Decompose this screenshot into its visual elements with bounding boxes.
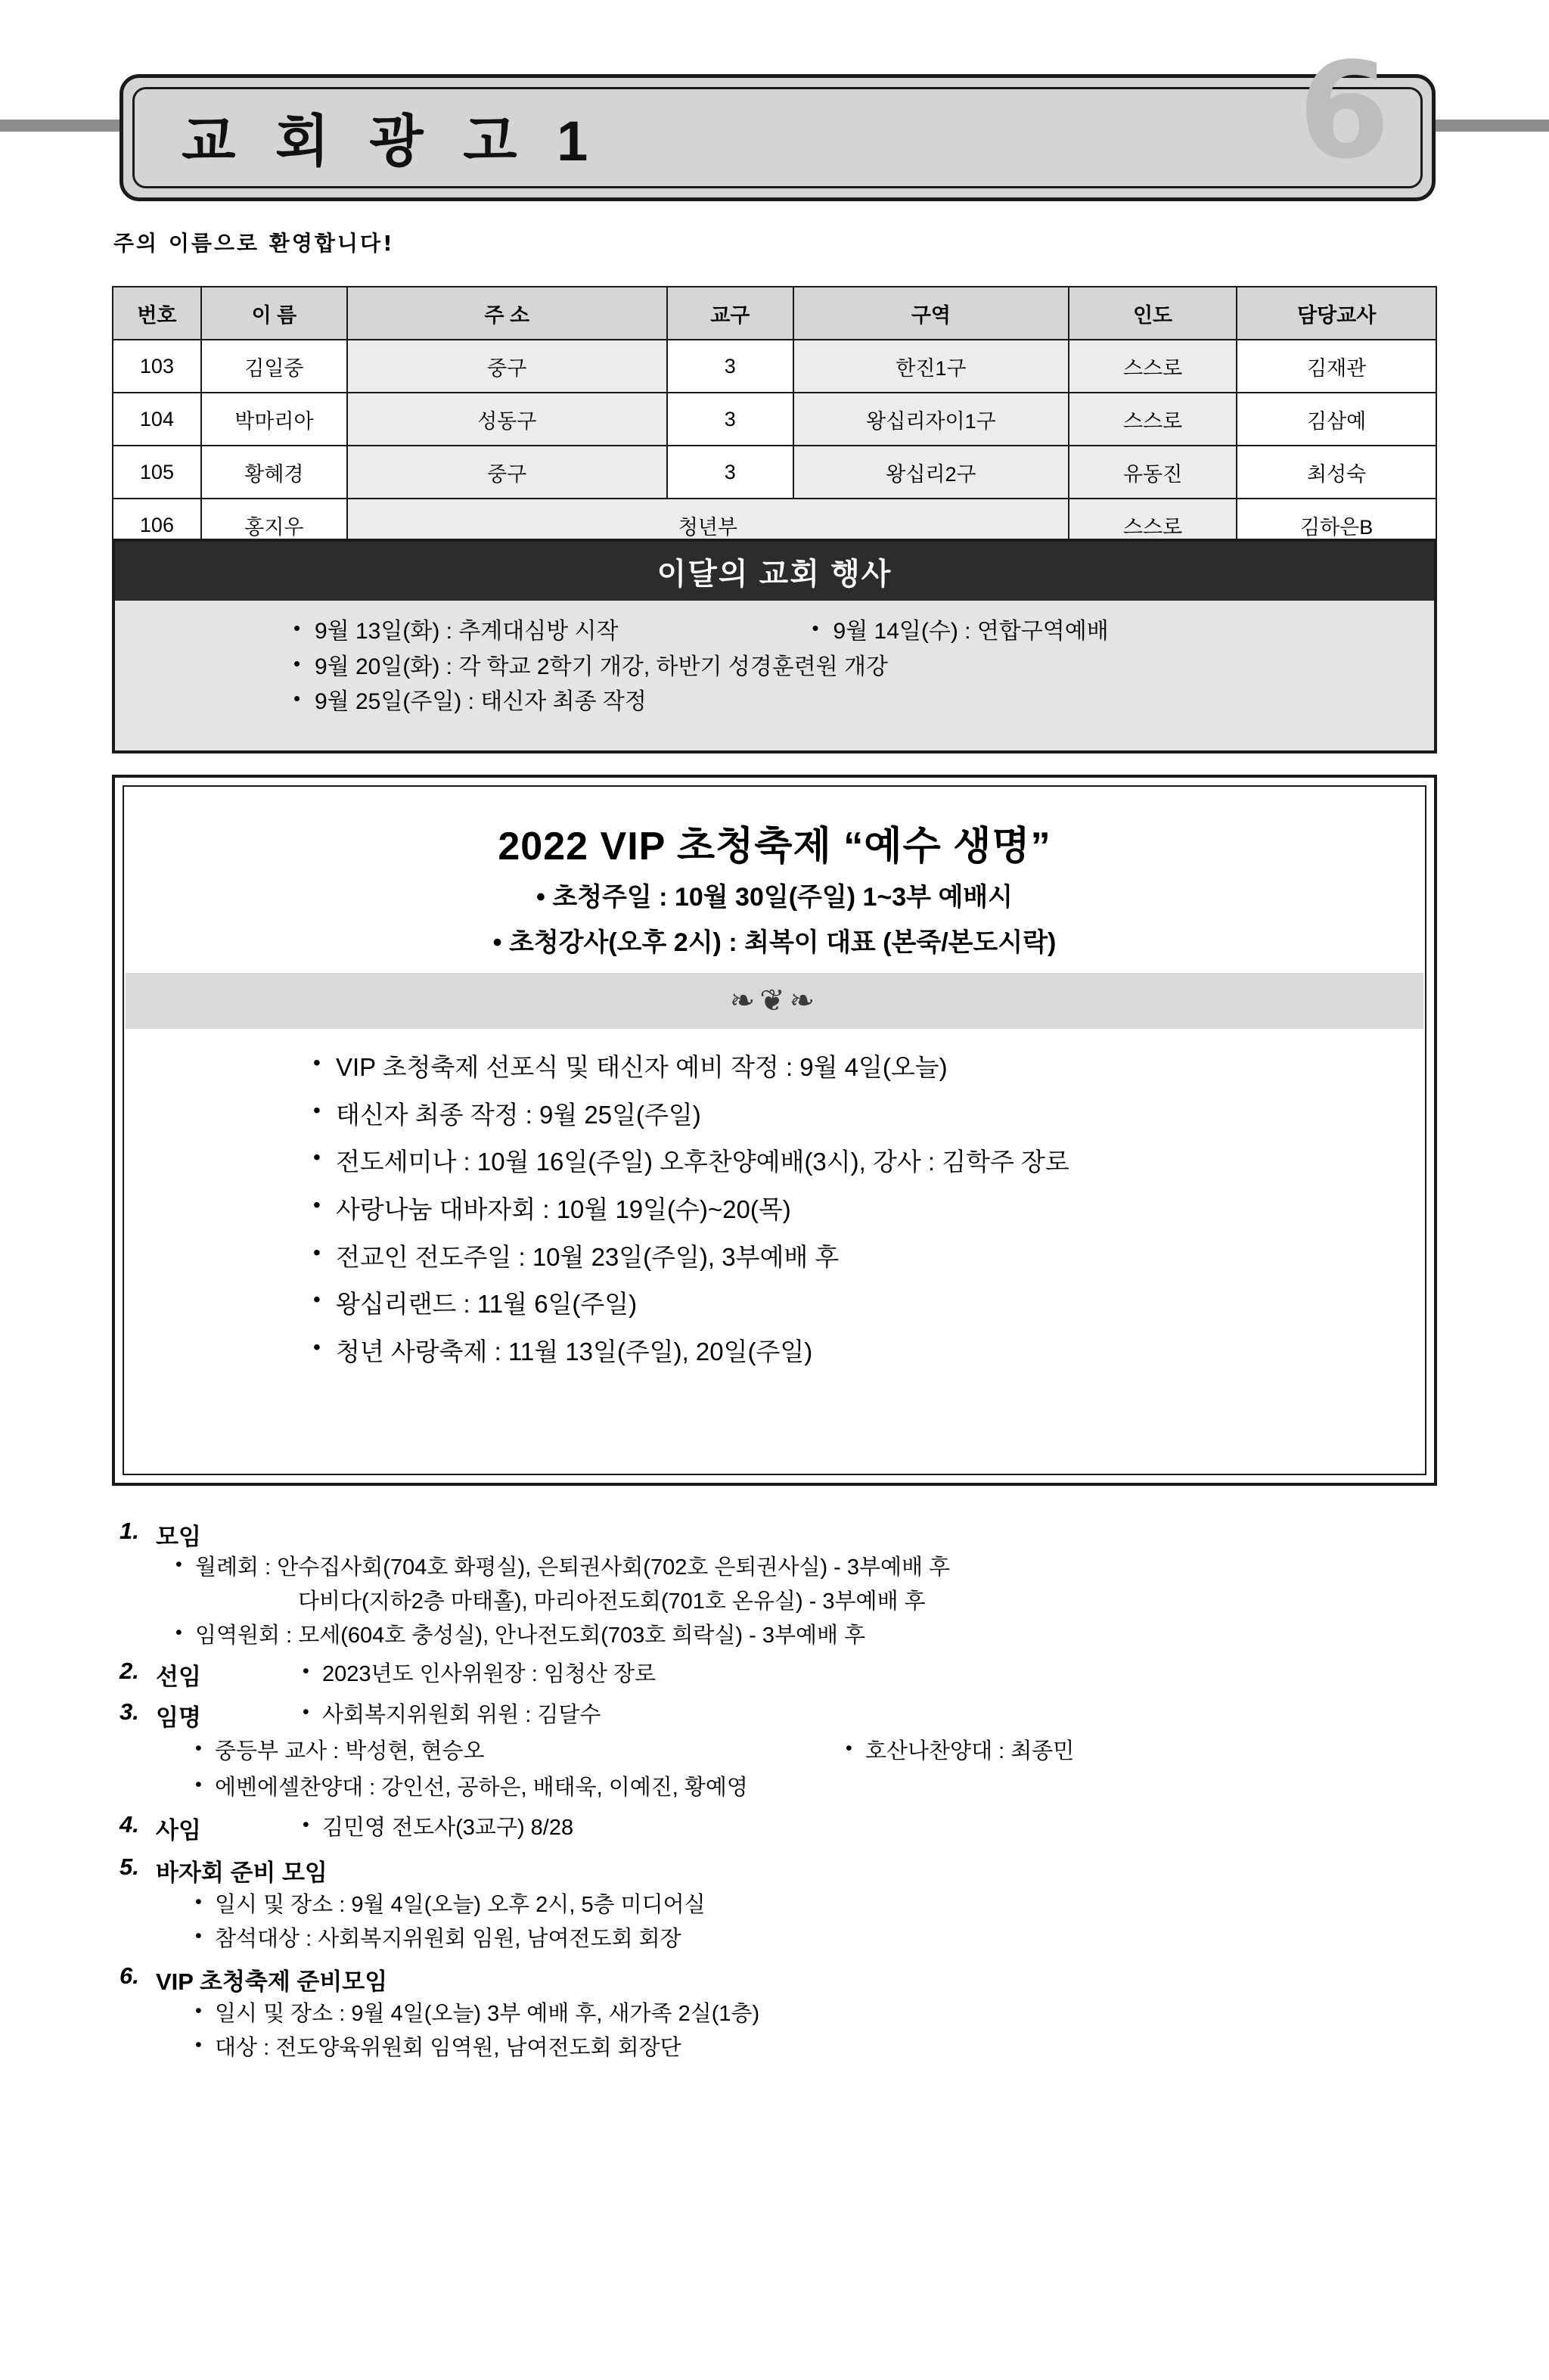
col-header-lead: 인도 bbox=[1069, 287, 1237, 340]
list-item: • 사랑나눔 대바자회 : 10월 19일(수)~20(목) bbox=[313, 1186, 1404, 1234]
cell-district: 3 bbox=[667, 446, 794, 499]
section-line: • 월례회 : 안수집사회(704호 화평실), 은퇴권사회(702호 은퇴권사실) - 3부예배 후 bbox=[165, 1551, 1458, 1585]
event-item: • 9월 25일(주일) : 태신자 최종 작정 bbox=[289, 685, 647, 720]
cell-no: 104 bbox=[113, 393, 201, 446]
col-header-area: 구역 bbox=[793, 287, 1069, 340]
event-row bbox=[115, 614, 1434, 650]
section-line: • 참석대상 : 사회복지위원회 임원, 남여전도회 회장 bbox=[185, 1922, 1458, 1956]
list-item: • 태신자 최종 작정 : 9월 25일(주일) bbox=[313, 1092, 1404, 1139]
list-item: • 전도세미나 : 10월 16일(주일) 오후찬양예배(3시), 강사 : 김학주 장로 bbox=[313, 1139, 1404, 1186]
section-title: 임명 bbox=[156, 1704, 201, 1731]
cell-teacher: 김하은B bbox=[1237, 499, 1436, 552]
section-number: 6. bbox=[120, 1962, 139, 1989]
cell-name: 홍지우 bbox=[201, 499, 347, 552]
cell-area: 왕십리2구 bbox=[793, 446, 1069, 499]
cell-district: 3 bbox=[667, 393, 794, 446]
section-title: 선임 bbox=[156, 1663, 201, 1690]
event-item: • 9월 13일(화) : 추계대심방 시작 bbox=[289, 614, 619, 650]
col-header-teacher: 담당교사 bbox=[1237, 287, 1436, 340]
event-item: • 9월 14일(수) : 연합구역예배 bbox=[808, 614, 1109, 650]
cell-no: 103 bbox=[113, 340, 201, 393]
table-header-row bbox=[113, 287, 1436, 340]
cell-merged-group: 청년부 bbox=[347, 499, 1069, 552]
cell-address: 성동구 bbox=[347, 393, 667, 446]
section-line: • 2023년도 인사위원장 : 임청산 장로 bbox=[292, 1658, 656, 1692]
member-table bbox=[112, 286, 1437, 552]
vip-divider bbox=[126, 973, 1423, 1029]
section-4-heading bbox=[112, 1811, 1458, 1849]
section-3-row3 bbox=[185, 1771, 1458, 1805]
section-line: • 일시 및 장소 : 9월 4일(오늘) 오후 2시, 5층 미디어실 bbox=[185, 1888, 1458, 1922]
page-number: 6 bbox=[1298, 35, 1390, 188]
cell-district: 3 bbox=[667, 340, 794, 393]
cell-no: 105 bbox=[113, 446, 201, 499]
section-1-heading bbox=[112, 1518, 1458, 1551]
col-header-name: 이 름 bbox=[201, 287, 347, 340]
section-line: 다비다(지하2층 마태홀), 마리아전도회(701호 온유실) - 3부예배 후 bbox=[298, 1589, 926, 1614]
section-6-heading bbox=[112, 1962, 1458, 1997]
header-banner bbox=[0, 30, 1549, 189]
section-line: • 대상 : 전도양육위원회 임역원, 남여전도회 회장단 bbox=[185, 2031, 1458, 2065]
monthly-events-title: 이달의 교회 행사 bbox=[115, 542, 1434, 601]
section-number: 5. bbox=[120, 1853, 139, 1880]
event-row bbox=[115, 650, 1434, 685]
cell-lead: 스스로 bbox=[1069, 499, 1237, 552]
section-line: • 호산나찬양대 : 최종민 bbox=[835, 1735, 1074, 1769]
section-line: • 일시 및 장소 : 9월 4일(오늘) 3부 예배 후, 새가족 2실(1층) bbox=[185, 1997, 1458, 2031]
ornament-icon: ❧❦❧ bbox=[729, 983, 820, 1018]
monthly-events-body bbox=[115, 605, 1434, 720]
vip-title: 2022 VIP 초청축제 “예수 생명” bbox=[498, 825, 1051, 868]
table-row bbox=[113, 446, 1436, 499]
cell-teacher: 김삼예 bbox=[1237, 393, 1436, 446]
cell-no: 106 bbox=[113, 499, 201, 552]
vip-guest-speaker: • 초청강사(오후 2시) : 최복이 대표 (본죽/본도시락) bbox=[492, 928, 1057, 957]
cell-area: 한진1구 bbox=[793, 340, 1069, 393]
section-number: 2. bbox=[120, 1657, 139, 1684]
cell-name: 황혜경 bbox=[201, 446, 347, 499]
cell-name: 박마리아 bbox=[201, 393, 347, 446]
announcement-sections bbox=[112, 1513, 1458, 2065]
section-line: • 김민영 전도사(3교구) 8/28 bbox=[292, 1811, 573, 1845]
section-line: • 에벤에셀찬양대 : 강인선, 공하은, 배태욱, 이예진, 황예영 bbox=[185, 1771, 1458, 1805]
table-row bbox=[113, 340, 1436, 393]
col-header-district: 교구 bbox=[667, 287, 794, 340]
section-5-body bbox=[185, 1888, 1458, 1956]
vip-schedule-list bbox=[313, 1044, 1404, 1376]
cell-lead: 스스로 bbox=[1069, 340, 1237, 393]
section-number: 3. bbox=[120, 1698, 139, 1725]
list-item: • VIP 초청축제 선포식 및 태신자 예비 작정 : 9월 4일(오늘) bbox=[313, 1044, 1404, 1092]
vip-invite-sunday: • 초청주일 : 10월 30일(주일) 1~3부 예배시 bbox=[536, 883, 1013, 912]
section-title: VIP 초청축제 준비모임 bbox=[156, 1968, 388, 1995]
cell-address: 중구 bbox=[347, 446, 667, 499]
col-header-address: 주 소 bbox=[347, 287, 667, 340]
section-3-row2 bbox=[185, 1735, 1458, 1771]
table-row bbox=[113, 393, 1436, 446]
section-title: 바자회 준비 모임 bbox=[156, 1859, 327, 1886]
section-number: 4. bbox=[120, 1810, 139, 1838]
section-2-heading bbox=[112, 1658, 1458, 1694]
section-title: 사임 bbox=[156, 1816, 201, 1844]
monthly-events-box bbox=[112, 539, 1437, 753]
section-title: 모임 bbox=[156, 1524, 201, 1550]
cell-teacher: 김재관 bbox=[1237, 340, 1436, 393]
section-3-heading bbox=[112, 1698, 1458, 1735]
section-line: • 임역원회 : 모세(604호 충성실), 안나전도회(703호 희락실) - 3부예배 후 bbox=[165, 1619, 1458, 1653]
event-row bbox=[115, 685, 1434, 720]
section-1-body bbox=[165, 1551, 1458, 1653]
section-5-heading bbox=[112, 1853, 1458, 1888]
cell-lead: 스스로 bbox=[1069, 393, 1237, 446]
section-number: 1. bbox=[120, 1518, 139, 1544]
list-item: • 전교인 전도주일 : 10월 23일(주일), 3부예배 후 bbox=[313, 1234, 1404, 1282]
section-line: • 사회복지위원회 위원 : 김달수 bbox=[292, 1698, 601, 1732]
section-6-body bbox=[185, 1997, 1458, 2065]
cell-teacher: 최성숙 bbox=[1237, 446, 1436, 499]
list-item: • 왕십리랜드 : 11월 6일(주일) bbox=[313, 1281, 1404, 1328]
section-line: • 중등부 교사 : 박성현, 현승오 bbox=[185, 1735, 485, 1769]
list-item: • 청년 사랑축제 : 11월 13일(주일), 20일(주일) bbox=[313, 1328, 1404, 1376]
welcome-line: 주의 이름으로 환영합니다! bbox=[113, 231, 395, 256]
cell-address: 중구 bbox=[347, 340, 667, 393]
col-header-no: 번호 bbox=[113, 287, 201, 340]
cell-lead: 유동진 bbox=[1069, 446, 1237, 499]
event-item: • 9월 20일(화) : 각 학교 2학기 개강, 하반기 성경훈련원 개강 bbox=[289, 650, 888, 685]
vip-festival-box bbox=[112, 775, 1437, 1486]
page-title: 교 회 광 고 1 bbox=[182, 110, 601, 172]
cell-area: 왕십리자이1구 bbox=[793, 393, 1069, 446]
cell-name: 김일중 bbox=[201, 340, 347, 393]
